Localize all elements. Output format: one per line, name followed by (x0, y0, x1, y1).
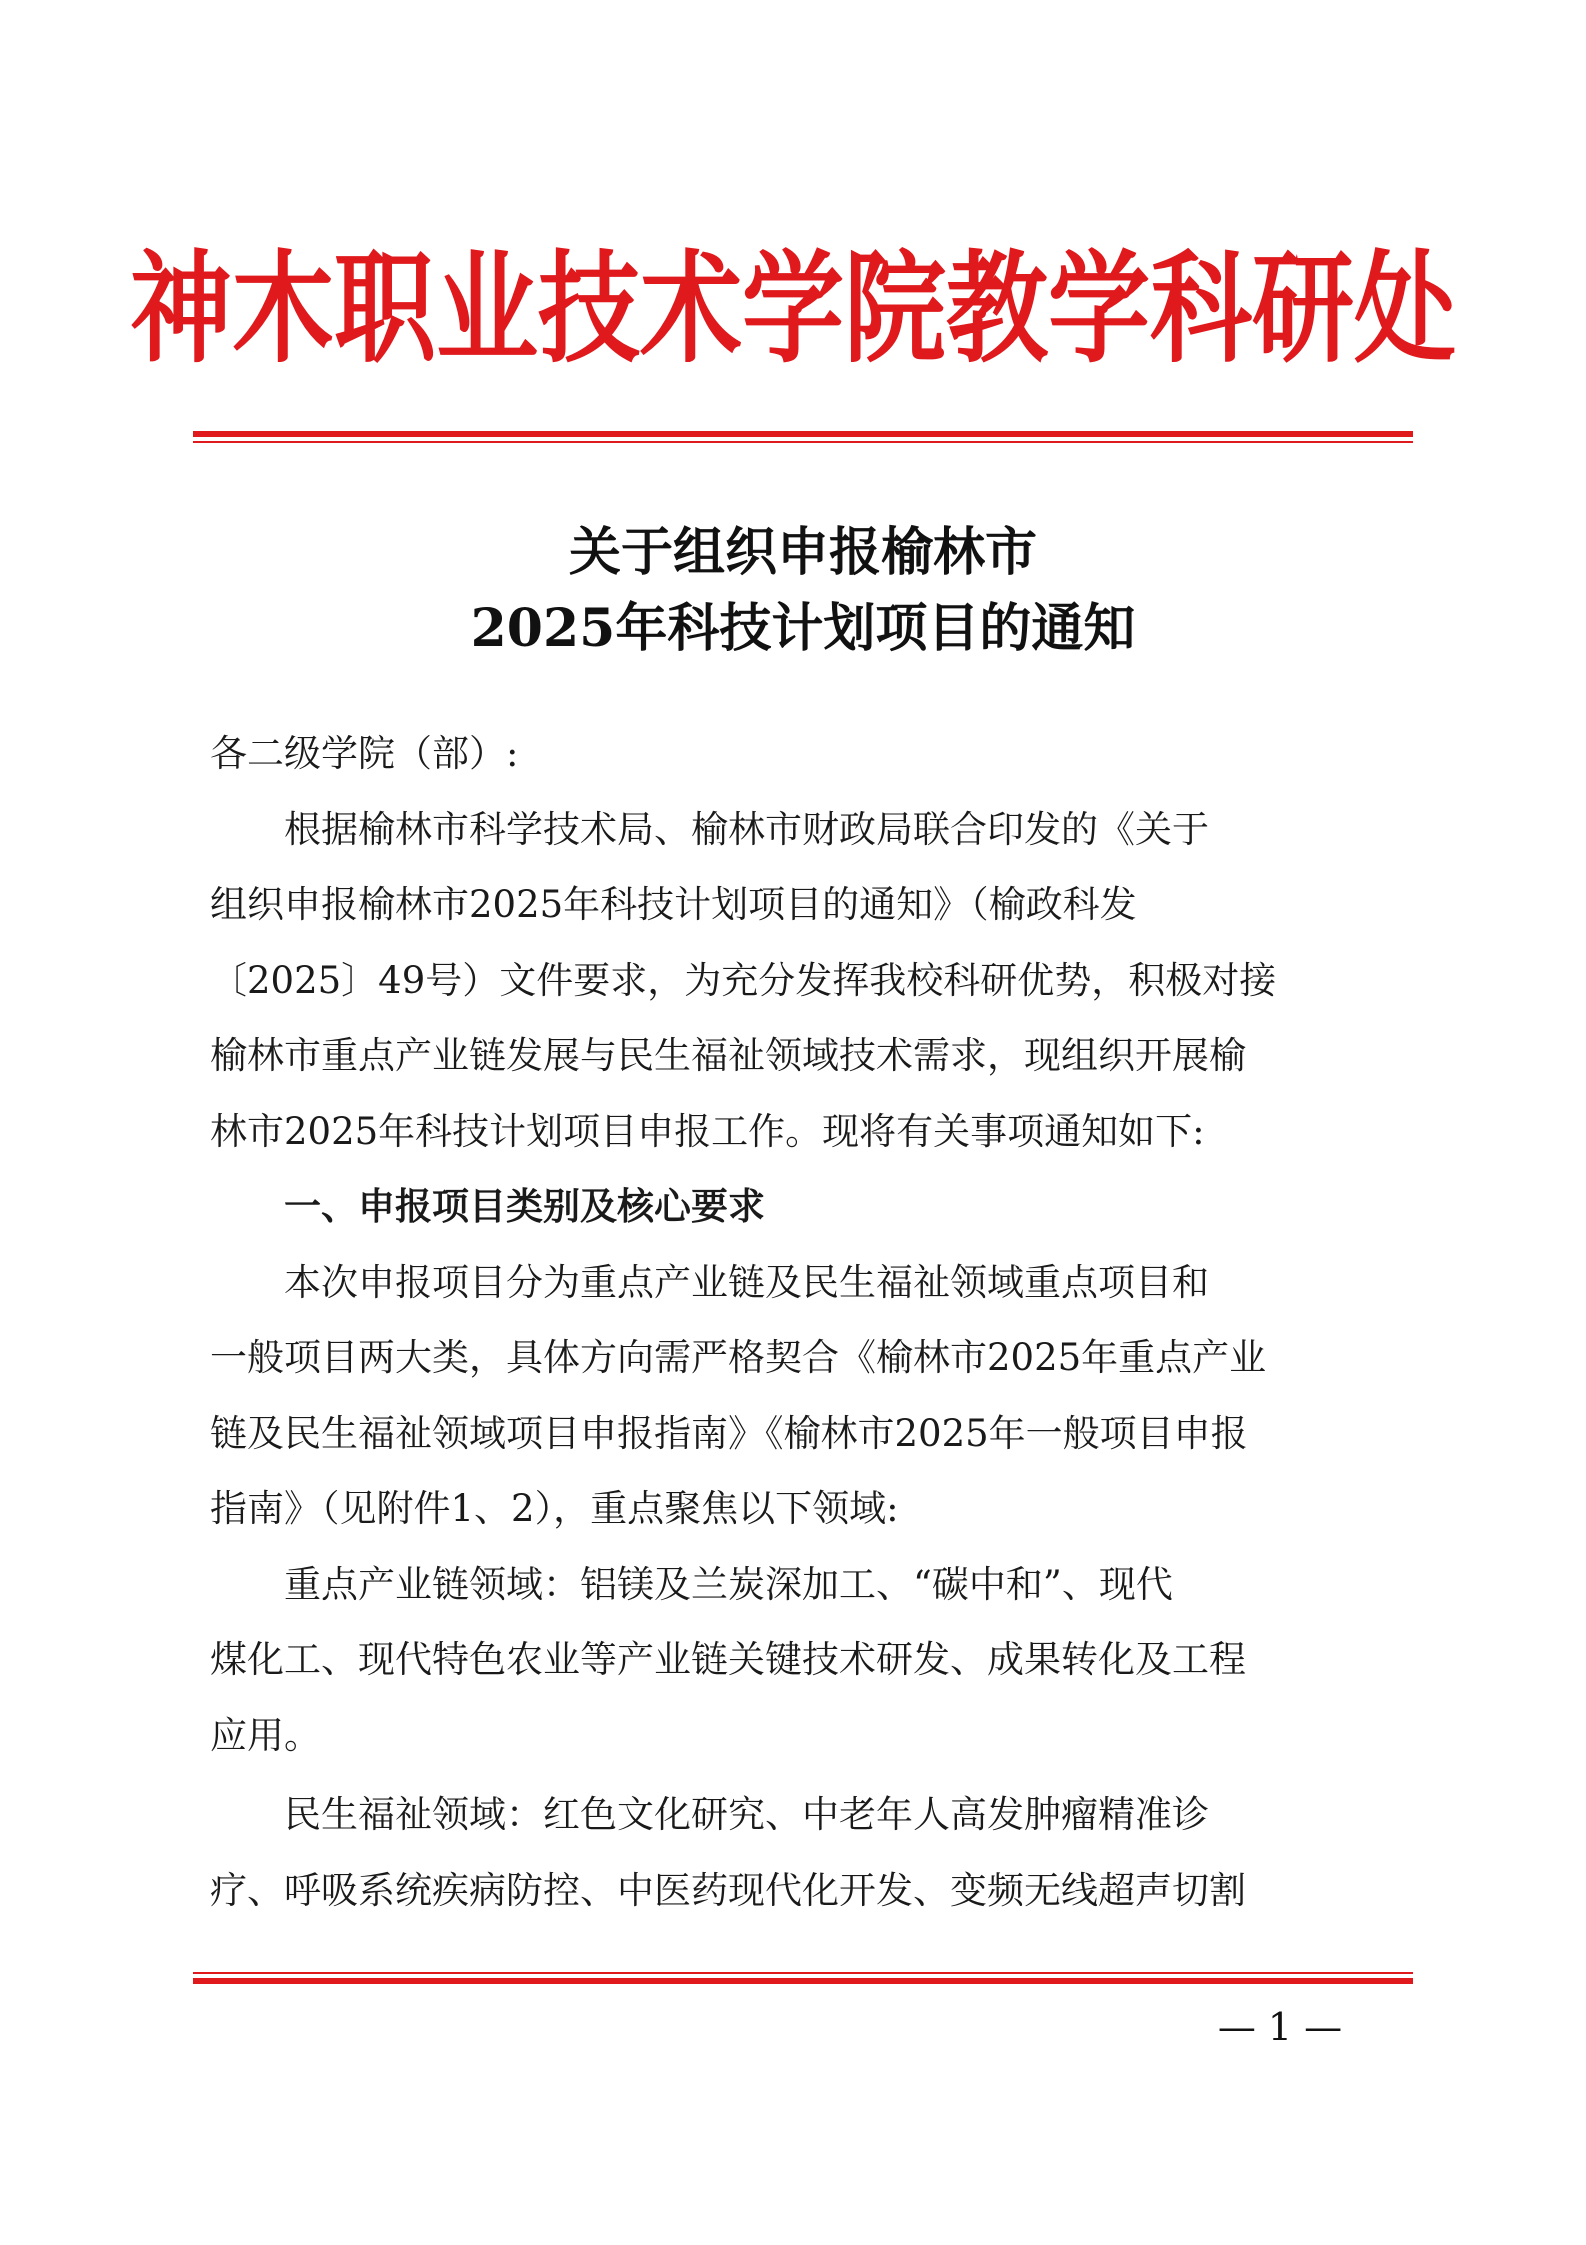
section-1-line: 链及民生福祉领域项目申报指南》《榆林市2025年一般项目申报 (210, 1411, 1248, 1455)
footer-divider-thick (193, 1978, 1413, 1984)
intro-line: 根据榆林市科学技术局、榆林市财政局联合印发的《关于 (284, 807, 1209, 851)
section-1-line: 指南》（见附件1、2），重点聚焦以下领域: (210, 1487, 899, 1530)
document-body (210, 716, 1390, 1928)
intro-line: 榆林市重点产业链发展与民生福祉领域技术需求，现组织开展榆 (210, 1034, 1246, 1077)
intro-paragraph (210, 792, 1390, 1170)
document-title-line-2: 2025年科技计划项目的通知 (470, 598, 1136, 659)
header-divider-thick (193, 431, 1413, 437)
salutation-text: 各二级学院（部）: (210, 732, 519, 775)
section-1-paragraph (210, 1245, 1390, 1547)
welfare-paragraph (210, 1777, 1390, 1928)
industry-paragraph (210, 1547, 1390, 1774)
section-1-heading-text: 一、申报项目类别及核心要求 (284, 1185, 765, 1228)
intro-line: 林市2025年科技计划项目申报工作。现将有关事项通知如下: (210, 1109, 1205, 1153)
footer-divider-thin (193, 1972, 1413, 1974)
section-1-line: 一般项目两大类，具体方向需严格契合《榆林市2025年重点产业 (210, 1336, 1267, 1379)
page-number: — 1 — (1217, 2005, 1343, 2049)
industry-line: 煤化工、现代特色农业等产业链关键技术研发、成果转化及工程 (210, 1638, 1246, 1681)
welfare-line: 民生福祉领域：红色文化研究、中老年人高发肿瘤精准诊 (284, 1793, 1209, 1836)
salutation (210, 716, 1390, 792)
industry-line: 重点产业链领域：铝镁及兰炭深加工、“碳中和”、现代 (284, 1562, 1173, 1606)
org-header-title: 神木职业技术学院教学科研处 (130, 239, 1456, 381)
intro-line: 〔2025〕49号）文件要求，为充分发挥我校科研优势，积极对接 (210, 958, 1277, 1002)
document-title-line-1: 关于组织申报榆林市 (568, 522, 1037, 583)
intro-line: 组织申报榆林市2025年科技计划项目的通知》（榆政科发 (210, 883, 1137, 926)
header-divider-thin (193, 441, 1413, 443)
section-1-heading (210, 1169, 1390, 1245)
section-1-line: 本次申报项目分为重点产业链及民生福祉领域重点项目和 (284, 1260, 1209, 1304)
industry-line: 应用。 (210, 1713, 321, 1757)
welfare-line: 疗、呼吸系统疾病防控、中医药现代化开发、变频无线超声切割 (210, 1868, 1246, 1912)
document-title (193, 515, 1413, 667)
